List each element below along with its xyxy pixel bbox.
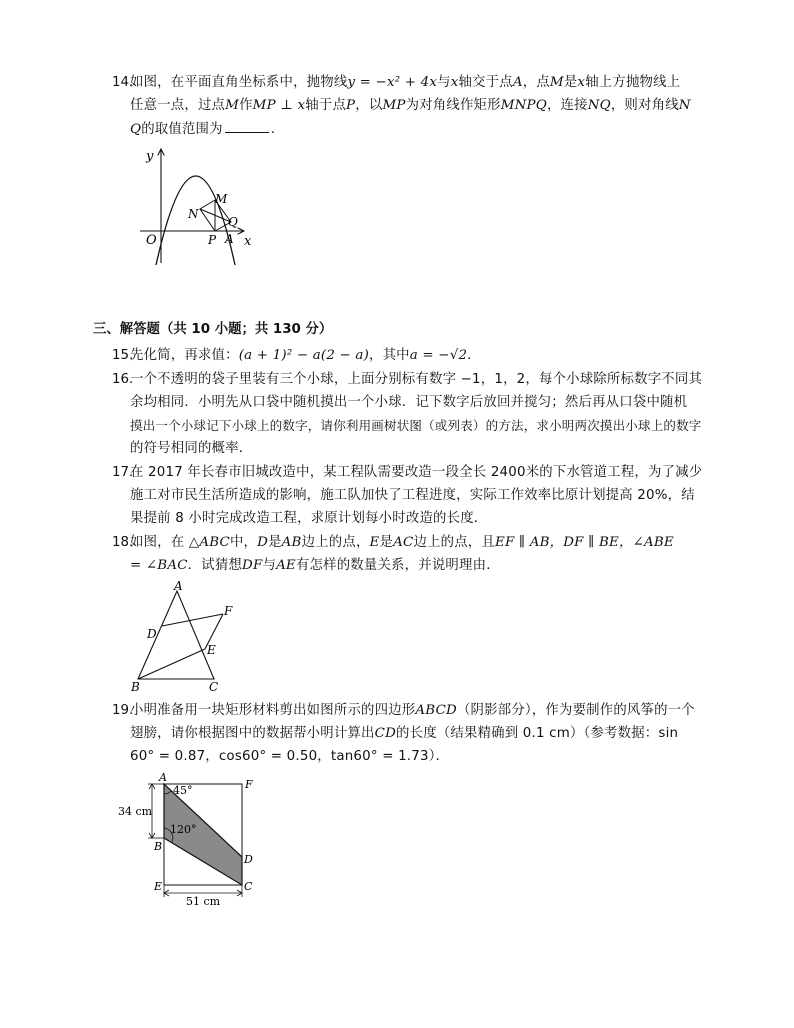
label-O: O (146, 233, 157, 248)
question-14-line-3: Q的取值范围为 . (130, 119, 275, 140)
figure-kite-wing (118, 771, 278, 908)
answer-blank (225, 119, 269, 133)
question-19-line-1: 小明准备用一块矩形材料剪出如图所示的四边形ABCD（阴影部分），作为要制作的风筝的一个 (130, 703, 695, 718)
label-x: x (244, 234, 252, 249)
question-16-line-4: 的符号相同的概率． (130, 441, 253, 456)
label-M: M (215, 192, 228, 206)
label-B: B (131, 680, 140, 694)
label-angle-45: 45° (173, 784, 193, 797)
label-length-51: 51 cm (186, 895, 221, 908)
question-number: 18. (112, 535, 134, 550)
question-number: 15. (112, 348, 134, 363)
question-number: 17. (112, 465, 134, 480)
question-19-line-2: 翅膀，请你根据图中的数据帮小明计算出CD的长度（结果精确到 0.1 cm）（参考数据：sin (130, 726, 679, 741)
label-D: D (244, 853, 253, 866)
question-17-line-3: 果提前 8 小时完成改造工程，求原计划每小时改造的长度． (130, 511, 488, 526)
label-B: B (154, 840, 163, 853)
question-16-line-3: 摸出一个小球记下小球上的数字，请你利用画树状图（或列表）的方法，求小明两次摸出小球上的数字 (130, 418, 702, 433)
question-16-line-1: 一个不透明的袋子里装有三个小球，上面分别标有数字 −1，1，2，每个小球除所标数字不同其 (130, 372, 703, 387)
label-C: C (244, 880, 253, 893)
label-length-34: 34 cm (118, 805, 153, 818)
question-16-line-2: 余均相同．小明先从口袋中随机摸出一个小球．记下数字后放回并搅匀；然后再从口袋中随机 (130, 395, 688, 410)
label-Q: Q (228, 215, 238, 229)
label-N: N (188, 207, 199, 221)
question-number: 14. (112, 75, 134, 90)
segment-DF (162, 614, 223, 626)
question-17-line-1: 在 2017 年长春市旧城改造中，某工程队需要改造一段全长 2400米的下水管道工程，为了减少 (130, 465, 703, 480)
label-F: F (245, 778, 253, 791)
label-E: E (207, 643, 216, 657)
label-A: A (225, 232, 234, 246)
label-E: E (154, 880, 163, 893)
figure-triangle (128, 579, 248, 694)
question-number: 16. (112, 372, 134, 387)
question-14-line-2: 任意一点，过点M作MP ⊥ x轴于点P，以MP为对角线作矩形MNPQ，连接NQ，则对角线N (130, 98, 691, 113)
question-19-line-3: 60° = 0.87，cos60° = 0.50，tan60° = 1.73）． (130, 749, 450, 764)
section-heading: 三、解答题（共 10 小题；共 130 分） (93, 322, 333, 337)
label-D: D (147, 627, 157, 641)
question-15-line-1: 先化简，再求值：(a + 1)² − a(2 − a)，其中a = −√2. (130, 348, 472, 363)
label-F: F (224, 604, 233, 618)
question-14-line-1: 如图，在平面直角坐标系中，抛物线y = −x² + 4x与x轴交于点A，点M是x轴上方抛物线上 (130, 75, 681, 90)
label-P: P (208, 233, 217, 247)
question-18-line-2: = ∠BAC．试猜想DF与AE有怎样的数量关系，并说明理由． (130, 558, 500, 573)
label-C: C (209, 680, 219, 694)
question-18-line-1: 如图，在 △ABC中，D是AB边上的点，E是AC边上的点，且EF ∥ AB，DF ∥ BE，∠ABE (130, 535, 674, 550)
segment-BE (138, 649, 205, 679)
question-number: 19. (112, 703, 134, 718)
label-y: y (146, 149, 154, 164)
label-A: A (159, 771, 167, 784)
label-angle-120: 120° (170, 823, 197, 836)
question-17-line-2: 施工对市民生活所造成的影响，施工队加快了工程进度，实际工作效率比原计划提高 20%，结 (130, 488, 695, 503)
figure-parabola (140, 145, 270, 295)
label-A: A (174, 579, 183, 593)
